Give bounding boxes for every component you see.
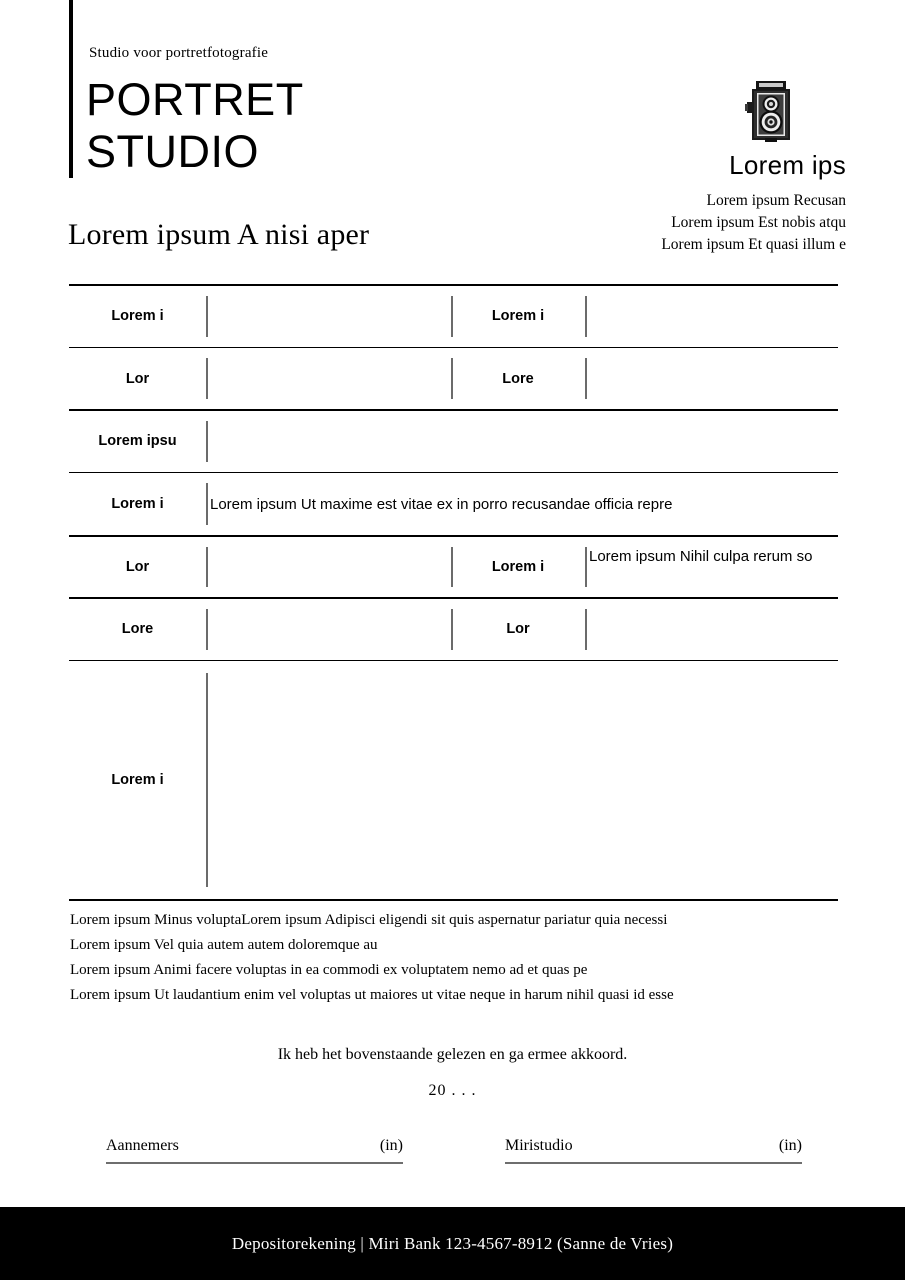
row-label: Lor — [506, 621, 530, 638]
row-label: Lor — [125, 370, 150, 387]
row-value-field[interactable]: Lorem ipsum Nihil culpa rerum so — [589, 547, 813, 565]
row-value-field[interactable]: Lorem ipsum Ut maxime est vitae ex in porro recusandae officia repre — [210, 495, 673, 513]
row-label: Lorem i — [111, 308, 164, 325]
column-divider — [206, 421, 208, 462]
row-label: Lorem i — [111, 496, 164, 513]
header-accent-bar — [69, 0, 73, 178]
row-value-field[interactable] — [206, 537, 451, 597]
footer-bar — [0, 1207, 905, 1280]
brand-line-2: STUDIO — [86, 126, 260, 177]
terms-line: Lorem ipsum Vel quia autem autem doloremque au — [70, 937, 378, 953]
contact-line-1: Lorem ipsum Recusan — [706, 192, 846, 209]
terms-block — [70, 908, 860, 1008]
signature-caption — [106, 1137, 403, 1162]
details-table — [69, 284, 838, 901]
column-divider — [206, 296, 208, 337]
signature-block-contractor — [106, 1137, 403, 1164]
column-divider — [206, 609, 208, 650]
row-value-field[interactable] — [206, 411, 838, 472]
table-row — [69, 473, 838, 535]
signature-label: Miristudio — [505, 1137, 573, 1154]
column-divider — [206, 483, 208, 525]
column-divider — [206, 547, 208, 587]
contact-line-3: Lorem ipsum Et quasi illum e — [661, 236, 846, 253]
terms-line: Lorem ipsum Minus voluptaLorem ipsum Adipisci eligendi sit quis aspernatur pariatur quia necessi — [70, 912, 668, 928]
row-label: Lorem i — [491, 308, 545, 325]
row-value-field[interactable] — [585, 599, 838, 660]
table-row — [69, 411, 838, 472]
row-value-field[interactable] — [585, 286, 838, 347]
row-value-field[interactable] — [206, 348, 451, 409]
signature-suffix: (in) — [379, 1137, 403, 1154]
agreement-year-field[interactable]: 20 . . . — [428, 1082, 477, 1099]
terms-line: Lorem ipsum Animi facere voluptas in ea commodi ex voluptatem nemo ad et quas pe — [70, 962, 588, 978]
signature-line[interactable] — [106, 1162, 403, 1164]
signature-line[interactable] — [505, 1162, 802, 1164]
row-value-field[interactable] — [206, 599, 451, 660]
row-value-field[interactable] — [206, 661, 838, 899]
terms-line: Lorem ipsum Ut laudantium enim vel voluptas ut maiores ut vitae neque in harum nihil quasi id esse — [70, 987, 674, 1003]
studio-tagline: Studio voor portretfotografie — [89, 45, 269, 61]
table-row — [69, 286, 838, 347]
table-row — [69, 537, 838, 597]
row-label: Lorem i — [491, 558, 545, 575]
row-value-field[interactable] — [206, 286, 451, 347]
footer-bank-info: Depositorekening | Miri Bank 123-4567-8912 (Sanne de Vries) — [231, 1233, 674, 1253]
brand-line-1: PORTRET — [86, 74, 304, 125]
row-label: Lore — [121, 621, 154, 638]
row-value-field[interactable] — [585, 348, 838, 409]
brand-title — [86, 74, 304, 178]
column-divider — [451, 358, 453, 399]
document-title: Lorem ipsum A nisi aper — [68, 218, 370, 251]
agreement-statement: Ik heb het bovenstaande gelezen en ga ermee akkoord. — [277, 1046, 628, 1063]
column-divider — [451, 296, 453, 337]
row-label: Lorem i — [111, 772, 164, 789]
contact-info — [426, 190, 846, 256]
table-rule — [69, 899, 838, 901]
row-label: Lore — [502, 370, 534, 387]
column-divider — [206, 673, 208, 887]
column-divider — [585, 547, 587, 587]
column-divider — [451, 547, 453, 587]
column-divider — [585, 358, 587, 399]
row-label: Lor — [125, 558, 150, 575]
column-divider — [585, 296, 587, 337]
signature-suffix: (in) — [778, 1137, 802, 1154]
signature-area — [106, 1137, 802, 1164]
company-name: Lorem ips — [729, 150, 846, 180]
column-divider — [451, 609, 453, 650]
table-row — [69, 661, 838, 899]
column-divider — [206, 358, 208, 399]
signature-caption — [505, 1137, 802, 1162]
table-row — [69, 348, 838, 409]
signature-block-studio — [505, 1137, 802, 1164]
contact-line-2: Lorem ipsum Est nobis atqu — [671, 214, 846, 231]
tlr-camera-icon — [745, 78, 797, 144]
table-row — [69, 599, 838, 660]
row-label: Lorem ipsu — [98, 433, 177, 450]
column-divider — [585, 609, 587, 650]
signature-label: Aannemers — [106, 1137, 179, 1154]
